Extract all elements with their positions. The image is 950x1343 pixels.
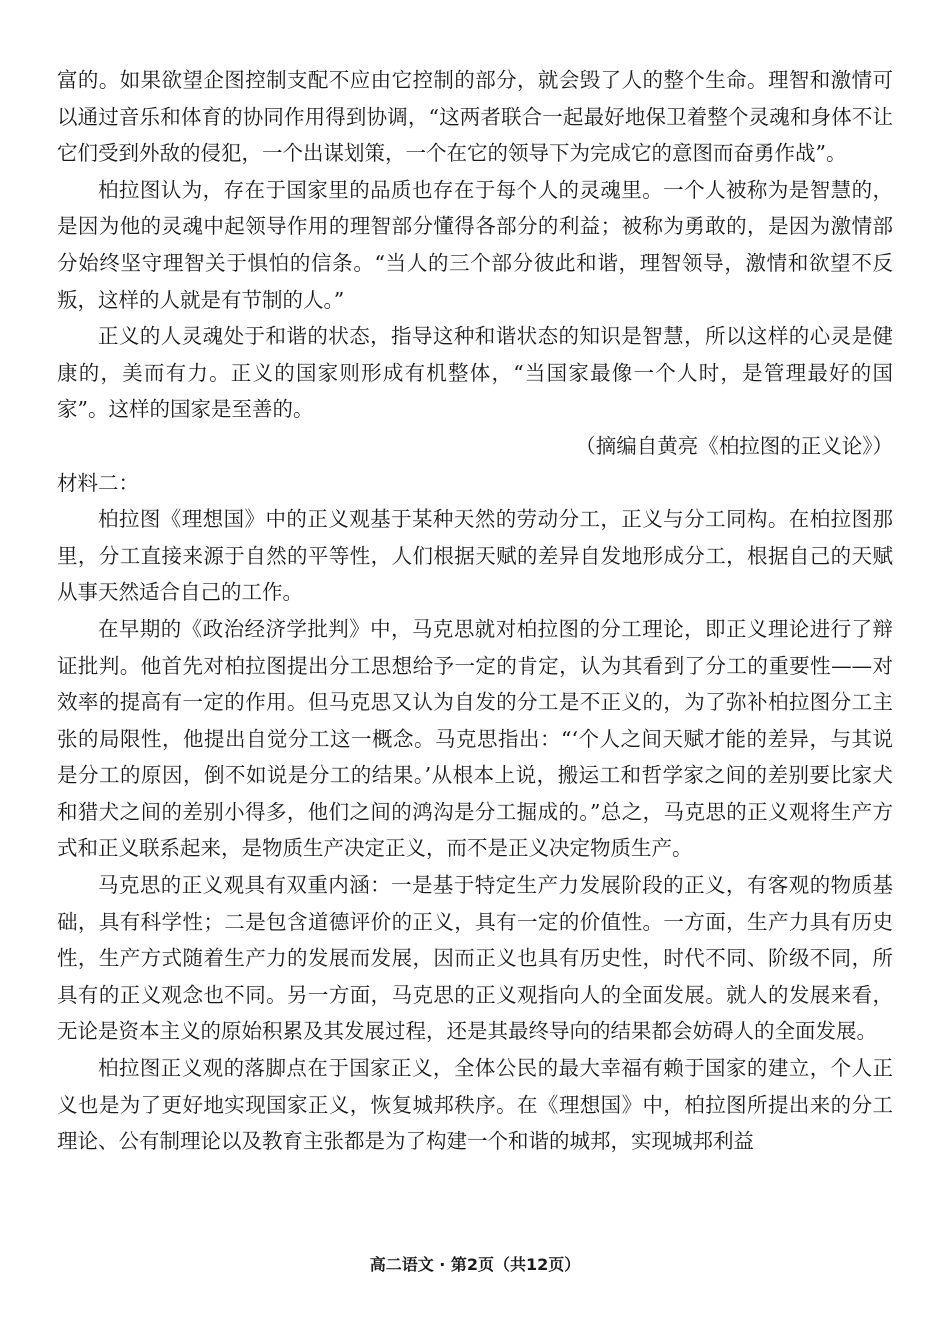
document-body [57, 62, 893, 1160]
material-heading: 材料二： [57, 470, 139, 495]
paragraph: 柏拉图《理想国》中的正义观基于某种天然的劳动分工，正义与分工同构。在柏拉图那里，分工直接来源于自然的平等性，人们根据天赋的差异自发地形成分工，根据自己的天赋从事天然适合自己的工作。 [57, 507, 893, 605]
paragraph: 柏拉图认为，存在于国家里的品质也存在于每个人的灵魂里。一个人被称为是智慧的，是因为他的灵魂中起领导作用的理智部分懂得各部分的利益；被称为勇敢的，是因为激情部分始终坚守理智关于惧怕的信条。“当人的三个部分彼此和谐，理智领导，激情和欲望不反叛，这样的人就是有节制的人。” [57, 177, 893, 312]
paragraph: 柏拉图正义观的落脚点在于国家正义，全体公民的最大幸福有赖于国家的建立，个人正义也是为了更好地实现国家正义，恢复城邦秩序。在《理想国》中，柏拉图所提出来的分工理论、公有制理论以及教育主张都是为了构建一个和谐的城邦，实现城邦利益 [57, 1056, 893, 1154]
page-footer: 高二语文 · 第2页（共12页） [369, 1255, 581, 1274]
paragraph-continuation: 富的。如果欲望企图控制支配不应由它控制的部分，就会毁了人的整个生命。理智和激情可以通过音乐和体育的协同作用得到协调，“这两者联合一起最好地保卫着整个灵魂和身体不让它们受到外敌的侵犯，一个出谋划策，一个在它的领导下为完成它的意图而奋勇作战”。 [57, 68, 893, 166]
paragraph: 马克思的正义观具有双重内涵：一是基于特定生产力发展阶段的正义，有客观的物质基础，具有科学性；二是包含道德评价的正义，具有一定的价值性。一方面，生产力具有历史性，生产方式随着生产力的发展而发展，因而正义也具有历史性，时代不同、阶级不同，所具有的正义观念也不同。另一方面，马克思的正义观指向人的全面发展。就人的发展来看，无论是资本主义的原始积累及其发展过程，还是其最终导向的结果都会妨碍人的全面发展。 [57, 873, 893, 1044]
paragraph: 在早期的《政治经济学批判》中，马克思就对柏拉图的分工理论，即正义理论进行了辩证批判。他首先对柏拉图提出分工思想给予一定的肯定，认为其看到了分工的重要性——对效率的提高有一定的作用。但马克思又认为自发的分工是不正义的，为了弥补柏拉图分工主张的局限性，他提出自觉分工这一概念。马克思指出：“‘个人之间天赋才能的差异，与其说是分工的原因，倒不如说是分工的结果。’从根本上说，搬运工和哲学家之间的差别要比家犬和猎犬之间的差别小得多，他们之间的鸿沟是分工掘成的。”总之，马克思的正义观将生产方式和正义联系起来，是物质生产决定正义，而不是正义决定物质生产。 [57, 616, 893, 861]
paragraph: 正义的人灵魂处于和谐的状态，指导这种和谐状态的知识是智慧，所以这样的心灵是健康的，美而有力。正义的国家则形成有机整体，“当国家最像一个人时，是管理最好的国家”。这样的国家是至善的。 [57, 324, 893, 422]
source-citation: （摘编自黄亮《柏拉图的正义论》） [575, 433, 893, 458]
